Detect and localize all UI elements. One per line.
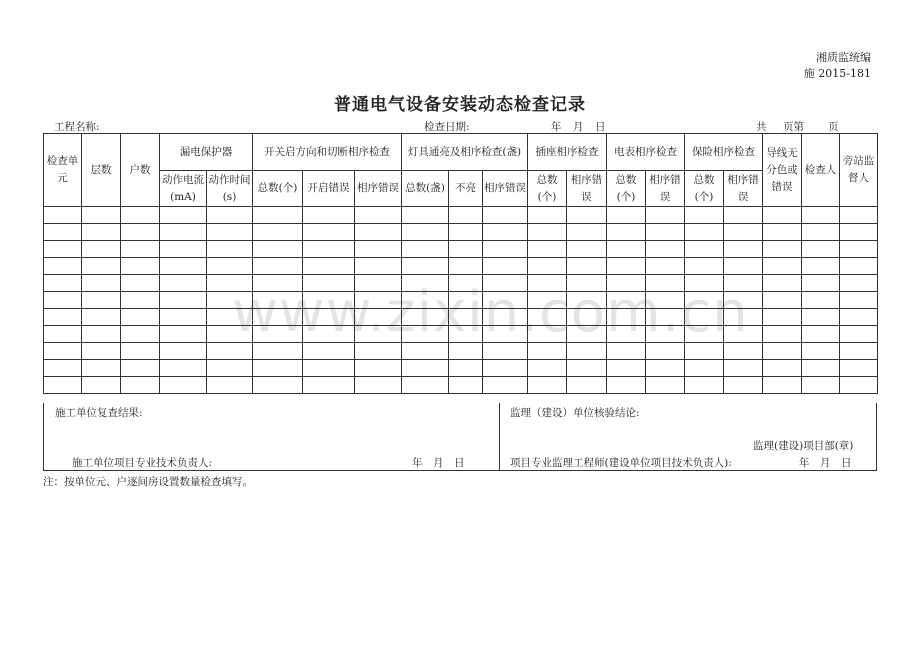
table-cell[interactable] xyxy=(528,377,567,394)
table-cell[interactable] xyxy=(449,224,483,241)
col-switch-phase-error: 相序错误 xyxy=(355,171,402,207)
table-cell[interactable] xyxy=(82,292,121,309)
table-cell[interactable] xyxy=(483,275,528,292)
table-cell[interactable] xyxy=(253,309,303,326)
table-cell[interactable] xyxy=(355,224,402,241)
table-cell[interactable] xyxy=(449,309,483,326)
table-cell[interactable] xyxy=(355,309,402,326)
table-cell[interactable] xyxy=(402,343,449,360)
col-lamp-phase-error: 相序错误 xyxy=(483,171,528,207)
col-switch-total: 总数(个) xyxy=(253,171,303,207)
table-cell[interactable] xyxy=(567,258,607,275)
table-cell[interactable] xyxy=(449,292,483,309)
table-cell[interactable] xyxy=(303,292,355,309)
project-name-label: 工程名称: xyxy=(54,121,100,133)
contractor-person-label: 施工单位项目专业技术负责人: xyxy=(72,457,213,469)
col-lamp-total: 总数(盏) xyxy=(402,171,449,207)
table-cell[interactable] xyxy=(646,292,685,309)
table-cell[interactable] xyxy=(121,224,160,241)
table-cell[interactable] xyxy=(646,275,685,292)
table-cell[interactable] xyxy=(303,326,355,343)
contractor-result-label: 施工单位复查结果: xyxy=(55,407,143,419)
table-cell[interactable] xyxy=(303,360,355,377)
table-cell[interactable] xyxy=(646,309,685,326)
table-cell[interactable] xyxy=(160,224,207,241)
supervisor-stamp-label: 监理(建设)项目部(章) xyxy=(753,440,854,452)
table-cell[interactable] xyxy=(528,207,567,224)
table-cell[interactable] xyxy=(207,207,253,224)
table-cell[interactable] xyxy=(207,343,253,360)
table-cell[interactable] xyxy=(567,275,607,292)
table-cell[interactable] xyxy=(763,309,802,326)
table-cell[interactable] xyxy=(253,224,303,241)
signature-section xyxy=(43,403,877,471)
col-inspector: 检查人 xyxy=(802,134,840,207)
table-cell[interactable] xyxy=(528,224,567,241)
table-cell[interactable] xyxy=(402,258,449,275)
table-cell[interactable] xyxy=(82,326,121,343)
table-cell[interactable] xyxy=(802,275,840,292)
table-cell[interactable] xyxy=(44,224,82,241)
table-cell[interactable] xyxy=(802,343,840,360)
table-cell[interactable] xyxy=(724,377,763,394)
table-row xyxy=(44,343,878,360)
table-cell[interactable] xyxy=(253,377,303,394)
col-households: 户数 xyxy=(121,134,160,207)
table-cell[interactable] xyxy=(355,360,402,377)
table-cell[interactable] xyxy=(685,377,724,394)
table-row xyxy=(44,377,878,394)
table-cell[interactable] xyxy=(303,207,355,224)
table-cell[interactable] xyxy=(449,241,483,258)
table-cell[interactable] xyxy=(207,241,253,258)
table-cell[interactable] xyxy=(646,241,685,258)
col-supervisor: 旁站监督人 xyxy=(840,134,878,207)
table-cell[interactable] xyxy=(160,326,207,343)
page-label: 页 xyxy=(828,121,839,133)
table-cell[interactable] xyxy=(840,224,878,241)
col-socket-check: 插座相序检查 xyxy=(528,134,607,171)
table-cell[interactable] xyxy=(802,292,840,309)
table-cell[interactable] xyxy=(567,224,607,241)
table-cell[interactable] xyxy=(253,326,303,343)
table-cell[interactable] xyxy=(646,326,685,343)
table-row xyxy=(44,360,878,377)
table-cell[interactable] xyxy=(567,377,607,394)
table-cell[interactable] xyxy=(121,309,160,326)
table-cell[interactable] xyxy=(802,258,840,275)
table-cell[interactable] xyxy=(607,309,646,326)
col-leakage-protector: 漏电保护器 xyxy=(160,134,253,171)
table-cell[interactable] xyxy=(483,292,528,309)
table-cell[interactable] xyxy=(82,360,121,377)
footnote: 注：按单位元、户逐间房设置数量检查填写。 xyxy=(43,476,253,488)
table-cell[interactable] xyxy=(207,258,253,275)
table-cell[interactable] xyxy=(121,241,160,258)
table-cell[interactable] xyxy=(253,207,303,224)
table-cell[interactable] xyxy=(449,326,483,343)
table-cell[interactable] xyxy=(402,224,449,241)
table-cell[interactable] xyxy=(449,275,483,292)
table-row xyxy=(44,241,878,258)
table-row xyxy=(44,207,878,224)
table-cell[interactable] xyxy=(121,343,160,360)
table-cell[interactable] xyxy=(763,224,802,241)
table-cell[interactable] xyxy=(160,343,207,360)
supervisor-result-label: 监理（建设）单位核验结论: xyxy=(510,407,640,419)
table-cell[interactable] xyxy=(607,224,646,241)
date-year: 年 xyxy=(551,121,562,133)
col-wire-color: 导线无分色或错误 xyxy=(763,134,802,207)
table-cell[interactable] xyxy=(402,360,449,377)
table-cell[interactable] xyxy=(802,241,840,258)
table-cell[interactable] xyxy=(207,326,253,343)
table-cell[interactable] xyxy=(802,309,840,326)
table-cell[interactable] xyxy=(607,326,646,343)
table-cell[interactable] xyxy=(685,360,724,377)
page-total-label: 共 xyxy=(756,121,767,133)
table-cell[interactable] xyxy=(646,360,685,377)
table-cell[interactable] xyxy=(685,309,724,326)
table-cell[interactable] xyxy=(160,309,207,326)
contractor-date: 年 月 日 xyxy=(412,457,465,469)
table-row xyxy=(44,292,878,309)
table-cell[interactable] xyxy=(528,343,567,360)
col-fuse-check: 保险相序检查 xyxy=(685,134,763,171)
table-cell[interactable] xyxy=(483,207,528,224)
col-socket-total: 总数(个) xyxy=(528,171,567,207)
table-cell[interactable] xyxy=(528,241,567,258)
table-cell[interactable] xyxy=(82,343,121,360)
col-leakage-time: 动作时间(s) xyxy=(207,171,253,207)
doc-code: 施 2015-181 xyxy=(803,67,871,80)
col-meter-phase-error: 相序错误 xyxy=(646,171,685,207)
table-cell[interactable] xyxy=(607,292,646,309)
table-cell[interactable] xyxy=(528,258,567,275)
table-cell[interactable] xyxy=(763,377,802,394)
table-cell[interactable] xyxy=(646,343,685,360)
table-cell[interactable] xyxy=(160,360,207,377)
table-cell[interactable] xyxy=(724,241,763,258)
table-cell[interactable] xyxy=(303,241,355,258)
table-cell[interactable] xyxy=(724,224,763,241)
table-cell[interactable] xyxy=(685,326,724,343)
table-cell[interactable] xyxy=(253,275,303,292)
table-body xyxy=(44,207,878,394)
table-cell[interactable] xyxy=(402,326,449,343)
table-cell[interactable] xyxy=(160,377,207,394)
col-fuse-phase-error: 相序错误 xyxy=(724,171,763,207)
table-cell[interactable] xyxy=(44,207,82,224)
table-cell[interactable] xyxy=(483,258,528,275)
table-cell[interactable] xyxy=(763,343,802,360)
table-cell[interactable] xyxy=(567,309,607,326)
table-cell[interactable] xyxy=(44,275,82,292)
table-cell[interactable] xyxy=(840,241,878,258)
table-cell[interactable] xyxy=(607,207,646,224)
table-cell[interactable] xyxy=(646,207,685,224)
col-leakage-current: 动作电流(mA) xyxy=(160,171,207,207)
table-cell[interactable] xyxy=(840,326,878,343)
table-cell[interactable] xyxy=(207,292,253,309)
table-cell[interactable] xyxy=(483,224,528,241)
col-lamp-check: 灯具通亮及相序检查(盏) xyxy=(402,134,528,171)
table-cell[interactable] xyxy=(840,360,878,377)
table-cell[interactable] xyxy=(82,275,121,292)
table-cell[interactable] xyxy=(763,326,802,343)
table-cell[interactable] xyxy=(724,207,763,224)
table-cell[interactable] xyxy=(82,224,121,241)
table-cell[interactable] xyxy=(802,326,840,343)
supervisor-date: 年 月 日 xyxy=(799,457,852,469)
col-socket-phase-error: 相序错误 xyxy=(567,171,607,207)
table-cell[interactable] xyxy=(121,360,160,377)
table-cell[interactable] xyxy=(44,309,82,326)
table-cell[interactable] xyxy=(402,292,449,309)
table-cell[interactable] xyxy=(303,275,355,292)
table-cell[interactable] xyxy=(303,258,355,275)
table-cell[interactable] xyxy=(121,258,160,275)
doc-org: 湘质监统编 xyxy=(816,51,871,64)
table-cell[interactable] xyxy=(646,377,685,394)
table-cell[interactable] xyxy=(207,360,253,377)
table-cell[interactable] xyxy=(121,326,160,343)
col-fuse-total: 总数(个) xyxy=(685,171,724,207)
col-meter-total: 总数(个) xyxy=(607,171,646,207)
table-cell[interactable] xyxy=(303,343,355,360)
table-cell[interactable] xyxy=(724,326,763,343)
table-cell[interactable] xyxy=(121,377,160,394)
table-cell[interactable] xyxy=(253,360,303,377)
table-cell[interactable] xyxy=(840,343,878,360)
table-cell[interactable] xyxy=(724,292,763,309)
table-cell[interactable] xyxy=(303,224,355,241)
table-cell[interactable] xyxy=(567,207,607,224)
table-cell[interactable] xyxy=(402,207,449,224)
table-cell[interactable] xyxy=(402,275,449,292)
table-cell[interactable] xyxy=(44,241,82,258)
doc-header xyxy=(804,50,871,82)
table-cell[interactable] xyxy=(355,275,402,292)
table-cell[interactable] xyxy=(355,326,402,343)
table-cell[interactable] xyxy=(82,258,121,275)
table-cell[interactable] xyxy=(607,258,646,275)
table-cell[interactable] xyxy=(528,309,567,326)
table-cell[interactable] xyxy=(44,377,82,394)
table-cell[interactable] xyxy=(160,207,207,224)
table-cell[interactable] xyxy=(567,343,607,360)
table-cell[interactable] xyxy=(567,360,607,377)
table-cell[interactable] xyxy=(528,275,567,292)
table-cell[interactable] xyxy=(483,377,528,394)
table-cell[interactable] xyxy=(82,377,121,394)
table-cell[interactable] xyxy=(303,309,355,326)
col-floors: 层数 xyxy=(82,134,121,207)
table-cell[interactable] xyxy=(763,258,802,275)
table-cell[interactable] xyxy=(840,207,878,224)
table-cell[interactable] xyxy=(355,343,402,360)
table-cell[interactable] xyxy=(840,377,878,394)
col-switch-check: 开关启方向和切断相序检查 xyxy=(253,134,402,171)
table-cell[interactable] xyxy=(253,241,303,258)
table-cell[interactable] xyxy=(685,224,724,241)
watermark: www.zixin.com.cn xyxy=(232,280,749,345)
table-cell[interactable] xyxy=(802,207,840,224)
table-cell[interactable] xyxy=(802,224,840,241)
table-cell[interactable] xyxy=(763,241,802,258)
table-cell[interactable] xyxy=(355,207,402,224)
table-cell[interactable] xyxy=(121,275,160,292)
page-title: 普通电气设备安装动态检查记录 xyxy=(334,95,586,115)
table-cell[interactable] xyxy=(121,292,160,309)
table-cell[interactable] xyxy=(763,360,802,377)
table-cell[interactable] xyxy=(483,241,528,258)
table-cell[interactable] xyxy=(802,360,840,377)
table-cell[interactable] xyxy=(160,258,207,275)
table-cell[interactable] xyxy=(567,241,607,258)
table-cell[interactable] xyxy=(724,275,763,292)
table-cell[interactable] xyxy=(449,258,483,275)
table-cell[interactable] xyxy=(840,292,878,309)
table-cell[interactable] xyxy=(355,241,402,258)
table-cell[interactable] xyxy=(685,275,724,292)
table-cell[interactable] xyxy=(567,326,607,343)
table-cell[interactable] xyxy=(567,292,607,309)
col-meter-check: 电表相序检查 xyxy=(607,134,685,171)
table-cell[interactable] xyxy=(685,343,724,360)
table-cell[interactable] xyxy=(607,275,646,292)
table-cell[interactable] xyxy=(449,377,483,394)
table-cell[interactable] xyxy=(802,377,840,394)
table-cell[interactable] xyxy=(82,207,121,224)
table-cell[interactable] xyxy=(646,224,685,241)
table-cell[interactable] xyxy=(355,292,402,309)
table-cell[interactable] xyxy=(207,275,253,292)
table-cell[interactable] xyxy=(763,292,802,309)
table-cell[interactable] xyxy=(685,258,724,275)
table-row xyxy=(44,309,878,326)
table-cell[interactable] xyxy=(253,258,303,275)
table-row xyxy=(44,275,878,292)
col-lamp-off: 不亮 xyxy=(449,171,483,207)
table-cell[interactable] xyxy=(44,292,82,309)
table-cell[interactable] xyxy=(528,360,567,377)
table-cell[interactable] xyxy=(685,292,724,309)
table-cell[interactable] xyxy=(685,207,724,224)
section-divider xyxy=(499,403,500,471)
table-cell[interactable] xyxy=(724,360,763,377)
inspection-table xyxy=(43,133,878,394)
table-cell[interactable] xyxy=(303,377,355,394)
table-cell[interactable] xyxy=(685,241,724,258)
page-no-label: 页第 xyxy=(783,121,804,133)
table-cell[interactable] xyxy=(207,224,253,241)
table-cell[interactable] xyxy=(607,241,646,258)
date-day: 日 xyxy=(595,121,606,133)
table-cell[interactable] xyxy=(607,360,646,377)
table-cell[interactable] xyxy=(607,343,646,360)
table-cell[interactable] xyxy=(44,360,82,377)
table-cell[interactable] xyxy=(646,258,685,275)
table-cell[interactable] xyxy=(449,207,483,224)
table-cell[interactable] xyxy=(483,326,528,343)
table-cell[interactable] xyxy=(763,207,802,224)
check-date-label: 检查日期: xyxy=(424,121,470,133)
table-cell[interactable] xyxy=(402,241,449,258)
table-cell[interactable] xyxy=(82,241,121,258)
table-cell[interactable] xyxy=(528,326,567,343)
table-cell[interactable] xyxy=(160,275,207,292)
table-cell[interactable] xyxy=(160,241,207,258)
table-cell[interactable] xyxy=(207,377,253,394)
table-row xyxy=(44,258,878,275)
table-cell[interactable] xyxy=(449,343,483,360)
table-cell[interactable] xyxy=(253,343,303,360)
table-cell[interactable] xyxy=(82,309,121,326)
col-check-unit: 检查单元 xyxy=(44,134,82,207)
table-cell[interactable] xyxy=(724,258,763,275)
table-cell[interactable] xyxy=(355,377,402,394)
table-cell[interactable] xyxy=(402,309,449,326)
table-cell[interactable] xyxy=(449,360,483,377)
table-cell[interactable] xyxy=(724,309,763,326)
table-cell[interactable] xyxy=(840,309,878,326)
table-cell[interactable] xyxy=(402,377,449,394)
table-cell[interactable] xyxy=(253,292,303,309)
supervisor-person-label: 项目专业监理工程师(建设单位项目技术负责人): xyxy=(510,457,732,469)
date-month: 月 xyxy=(573,121,584,133)
table-cell[interactable] xyxy=(121,207,160,224)
table-cell[interactable] xyxy=(763,275,802,292)
table-cell[interactable] xyxy=(840,275,878,292)
table-row xyxy=(44,326,878,343)
table-cell[interactable] xyxy=(724,343,763,360)
table-cell[interactable] xyxy=(207,309,253,326)
table-cell[interactable] xyxy=(355,258,402,275)
table-cell[interactable] xyxy=(840,258,878,275)
table-cell[interactable] xyxy=(528,292,567,309)
table-cell[interactable] xyxy=(483,309,528,326)
table-cell[interactable] xyxy=(607,377,646,394)
table-cell[interactable] xyxy=(44,326,82,343)
table-cell[interactable] xyxy=(160,292,207,309)
table-cell[interactable] xyxy=(44,258,82,275)
table-cell[interactable] xyxy=(483,343,528,360)
table-cell[interactable] xyxy=(44,343,82,360)
col-switch-open-error: 开启错误 xyxy=(303,171,355,207)
table-cell[interactable] xyxy=(483,360,528,377)
table-row xyxy=(44,224,878,241)
